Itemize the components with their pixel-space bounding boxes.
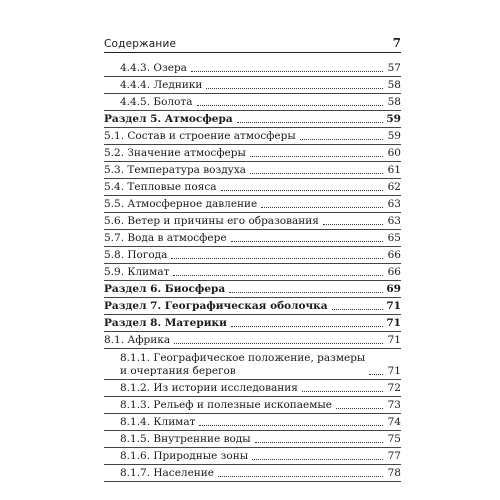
- toc-entry[interactable]: [104, 397, 401, 414]
- dot-leader: [261, 207, 383, 208]
- dot-leader: [237, 122, 383, 123]
- dot-leader: [300, 139, 383, 140]
- toc-entry-label: 4.4.5. Болота: [120, 96, 193, 108]
- toc-entry-page: 71: [386, 317, 401, 329]
- dot-leader: [255, 442, 383, 443]
- dot-leader: [199, 425, 383, 426]
- toc-entry-page: 66: [387, 249, 401, 261]
- toc-entry-page: 71: [387, 365, 401, 377]
- toc-entry[interactable]: [104, 414, 401, 431]
- toc-entry-label: Раздел 6. Биосфера: [104, 283, 226, 295]
- toc-entry-page: 78: [387, 467, 401, 479]
- toc-entry-page: 58: [387, 96, 401, 108]
- dot-leader: [173, 275, 383, 276]
- toc-entry-label: Раздел 5. Атмосфера: [104, 113, 233, 125]
- toc-entry-label: 5.3. Температура воздуха: [104, 164, 247, 176]
- toc-entry[interactable]: [104, 162, 401, 179]
- dot-leader: [218, 476, 383, 477]
- toc-entry[interactable]: [104, 264, 401, 281]
- toc-entry[interactable]: [104, 349, 401, 380]
- toc-entry-label: 8.1.4. Климат: [120, 416, 196, 428]
- toc-entry-page: 73: [387, 399, 401, 411]
- toc-entry[interactable]: [104, 380, 401, 397]
- toc-entry-page: 75: [387, 433, 401, 445]
- toc-entry-label: 4.4.3. Озера: [120, 62, 187, 74]
- toc-entry-page: 63: [387, 215, 401, 227]
- toc-entry-page: 59: [386, 113, 401, 125]
- toc-entry-label: 8.1.6. Природные зоны: [120, 450, 249, 462]
- toc-entry-page: 62: [387, 181, 401, 193]
- toc-entry[interactable]: [104, 465, 401, 482]
- toc-entry-label: 5.7. Вода в атмосфере: [104, 232, 227, 244]
- toc-entry-label: 5.4. Тепловые пояса: [104, 181, 217, 193]
- toc-entry[interactable]: [104, 431, 401, 448]
- toc-section-heading[interactable]: [104, 111, 401, 128]
- toc-entry-label: 5.9. Климат: [104, 266, 170, 278]
- toc-entry-label: 5.6. Ветер и причины его образования: [104, 215, 319, 227]
- toc-entry-page: 72: [387, 382, 401, 394]
- toc-section-heading[interactable]: [104, 298, 401, 315]
- toc-entry-page: 71: [387, 334, 401, 346]
- toc-entry[interactable]: [104, 213, 401, 230]
- toc-entry-page: 69: [386, 283, 401, 295]
- toc-entry-page: 63: [387, 198, 401, 210]
- toc-entry[interactable]: [104, 128, 401, 145]
- dot-leader: [252, 459, 383, 460]
- toc-section-heading[interactable]: [104, 281, 401, 298]
- toc-entry-page: 74: [387, 416, 401, 428]
- toc-entry-page: 59: [387, 130, 401, 142]
- toc-entry[interactable]: [104, 247, 401, 264]
- toc-entry-label: 4.4.4. Ледники: [120, 79, 203, 91]
- toc-section-heading[interactable]: [104, 315, 401, 332]
- toc-entry[interactable]: [104, 60, 401, 77]
- toc-entry-page: 65: [387, 232, 401, 244]
- dot-leader: [332, 309, 383, 310]
- toc-entry[interactable]: [104, 230, 401, 247]
- toc-entry-label: 8.1.5. Внутренние воды: [120, 433, 251, 445]
- toc-entry[interactable]: [104, 77, 401, 94]
- running-title: Содержание: [104, 38, 177, 50]
- toc-entry-page: 58: [387, 79, 401, 91]
- dot-leader: [231, 241, 383, 242]
- toc-entry-label: 5.1. Состав и строение атмосферы: [104, 130, 296, 142]
- toc-entry-label: 8.1.3. Рельеф и полезные ископаемые: [120, 399, 332, 411]
- toc-entry-label: 8.1.2. Из истории исследования: [120, 382, 298, 394]
- toc-entry[interactable]: [104, 94, 401, 111]
- toc-entry-label: 8.1.7. Население: [120, 467, 214, 479]
- toc-entry[interactable]: [104, 448, 401, 465]
- dot-leader: [336, 408, 383, 409]
- toc-entry-label: 5.5. Атмосферное давление: [104, 198, 258, 210]
- toc-entry-label: [120, 352, 367, 379]
- toc-entry-page: 71: [386, 300, 401, 312]
- dot-leader: [231, 326, 383, 327]
- dot-leader: [323, 224, 383, 225]
- toc-entry-label: 5.2. Значение атмосферы: [104, 147, 246, 159]
- dot-leader: [302, 391, 383, 392]
- toc-entry-label: Раздел 7. Географическая оболочка: [104, 300, 328, 312]
- toc-entry-label-line-2: и очертания берегов: [120, 365, 236, 377]
- toc-entry-page: 60: [387, 147, 401, 159]
- page-number: 7: [392, 36, 401, 50]
- toc-entry-page: 61: [387, 164, 401, 176]
- toc-entry-page: 77: [387, 450, 401, 462]
- dot-leader: [369, 374, 383, 375]
- dot-leader: [191, 71, 383, 72]
- toc-entry-label: 5.8. Погода: [104, 249, 168, 261]
- dot-leader: [250, 156, 383, 157]
- toc-entry-page: 66: [387, 266, 401, 278]
- toc-entry-label: 8.1. Африка: [104, 334, 171, 346]
- dot-leader: [197, 105, 384, 106]
- dot-leader: [229, 292, 383, 293]
- toc-entry-label-line-1: 8.1.1. Географическое положение, размеры: [120, 352, 366, 364]
- toc-entry-page: 57: [387, 62, 401, 74]
- dot-leader: [171, 258, 383, 259]
- dot-leader: [206, 88, 383, 89]
- dot-leader: [221, 190, 384, 191]
- toc-entry[interactable]: [104, 332, 401, 349]
- toc-entry[interactable]: [104, 196, 401, 213]
- dot-leader: [174, 343, 383, 344]
- dot-leader: [250, 173, 383, 174]
- toc-entry[interactable]: [104, 145, 401, 162]
- toc-entry-label: Раздел 8. Материки: [104, 317, 227, 329]
- toc-entry[interactable]: [104, 179, 401, 196]
- table-of-contents: [104, 60, 401, 482]
- page-header: [104, 30, 401, 53]
